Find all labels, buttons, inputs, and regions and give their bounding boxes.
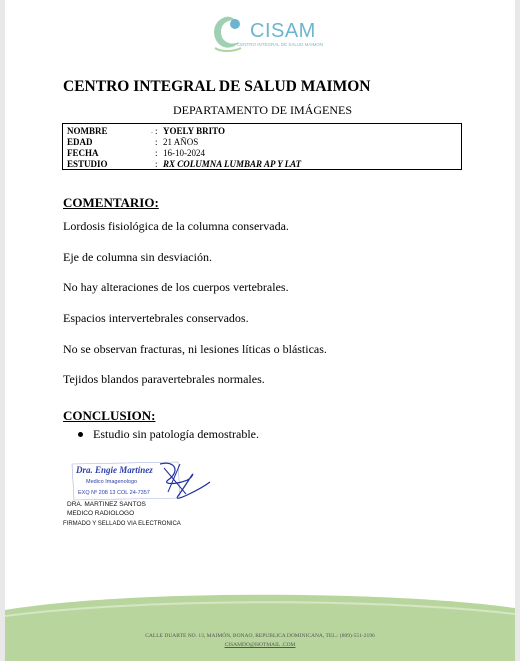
patient-row-date: [67, 148, 457, 159]
cisam-logo: [205, 10, 335, 54]
info-label: EDAD: [67, 137, 93, 147]
svg-text:Dra. Engie Martinez: Dra. Engie Martinez: [76, 465, 153, 475]
document-page: [5, 0, 515, 661]
footer-email[interactable]: CISAMDO@HOTMAIL .COM: [224, 642, 296, 648]
info-label: ESTUDIO: [67, 159, 108, 169]
doctor-role: MEDICO RADIOLOGO: [67, 510, 135, 517]
finding-text: Lordosis fisiológica de la columna conservada.: [63, 219, 289, 233]
info-value: YOELY BRITO: [163, 126, 225, 136]
conclusion-heading: CONCLUSION:: [63, 408, 156, 423]
page-edge-left: [0, 0, 5, 661]
finding-text: Espacios intervertebrales conservados.: [63, 311, 249, 325]
info-value: RX COLUMNA LUMBAR AP Y LAT: [163, 159, 302, 169]
conclusion-item: Estudio sin patología demostrable.: [93, 427, 259, 441]
clinic-title: CENTRO INTEGRAL DE SALUD MAIMON: [63, 78, 371, 95]
patient-info-box: [62, 123, 462, 170]
finding-text: No se observan fracturas, ni lesiones líticas o blásticas.: [63, 342, 327, 356]
info-value: 21 AÑOS: [163, 137, 199, 147]
footer-wave: [5, 590, 515, 661]
cisam-logo-icon: [205, 10, 255, 54]
info-label: FECHA: [67, 148, 99, 158]
logo-subtitle: CENTRO INTEGRAL DE SALUD MAIMON: [237, 42, 324, 47]
info-value: 16-10-2024: [163, 148, 205, 158]
info-label: NOMBRE: [67, 126, 108, 136]
info-colon: :: [155, 137, 158, 147]
logo-wordmark: CISAM: [250, 20, 316, 42]
svg-text:EXQ Nº 208 13 COL 24-7357: EXQ Nº 208 13 COL 24-7357: [78, 490, 150, 496]
info-colon: :: [155, 159, 158, 169]
bullet-icon: [78, 432, 83, 437]
doctor-stamp-signature: [68, 458, 218, 506]
comentario-heading: COMENTARIO:: [63, 195, 159, 210]
doctor-name: DRA. MARTINEZ SANTOS: [67, 501, 146, 508]
patient-row-study: [67, 159, 457, 170]
finding-text: Tejidos blandos paravertebrales normales.: [63, 372, 265, 386]
footer-address: CALLE DUARTE NO. 13, MAIMÓN, BONAO, REPUBLICA DOMINICANA, TEL.: (809)-551-2196: [145, 633, 375, 639]
patient-row-age: [67, 137, 457, 148]
page-edge-right: [515, 0, 520, 661]
svg-text:Medico Imagenologo: Medico Imagenologo: [86, 479, 138, 485]
info-colon: :: [155, 148, 158, 158]
signature-note: FIRMADO Y SELLADO VIA ELECTRONICA: [63, 521, 181, 527]
spellcheck-mark-icon: ᵕ: [151, 129, 154, 137]
finding-text: No hay alteraciones de los cuerpos vertebrales.: [63, 280, 289, 294]
info-colon: :: [155, 126, 158, 136]
patient-row-name: [67, 126, 457, 137]
department-title: DEPARTAMENTO DE IMÁGENES: [173, 103, 352, 117]
finding-text: Eje de columna sin desviación.: [63, 250, 212, 264]
